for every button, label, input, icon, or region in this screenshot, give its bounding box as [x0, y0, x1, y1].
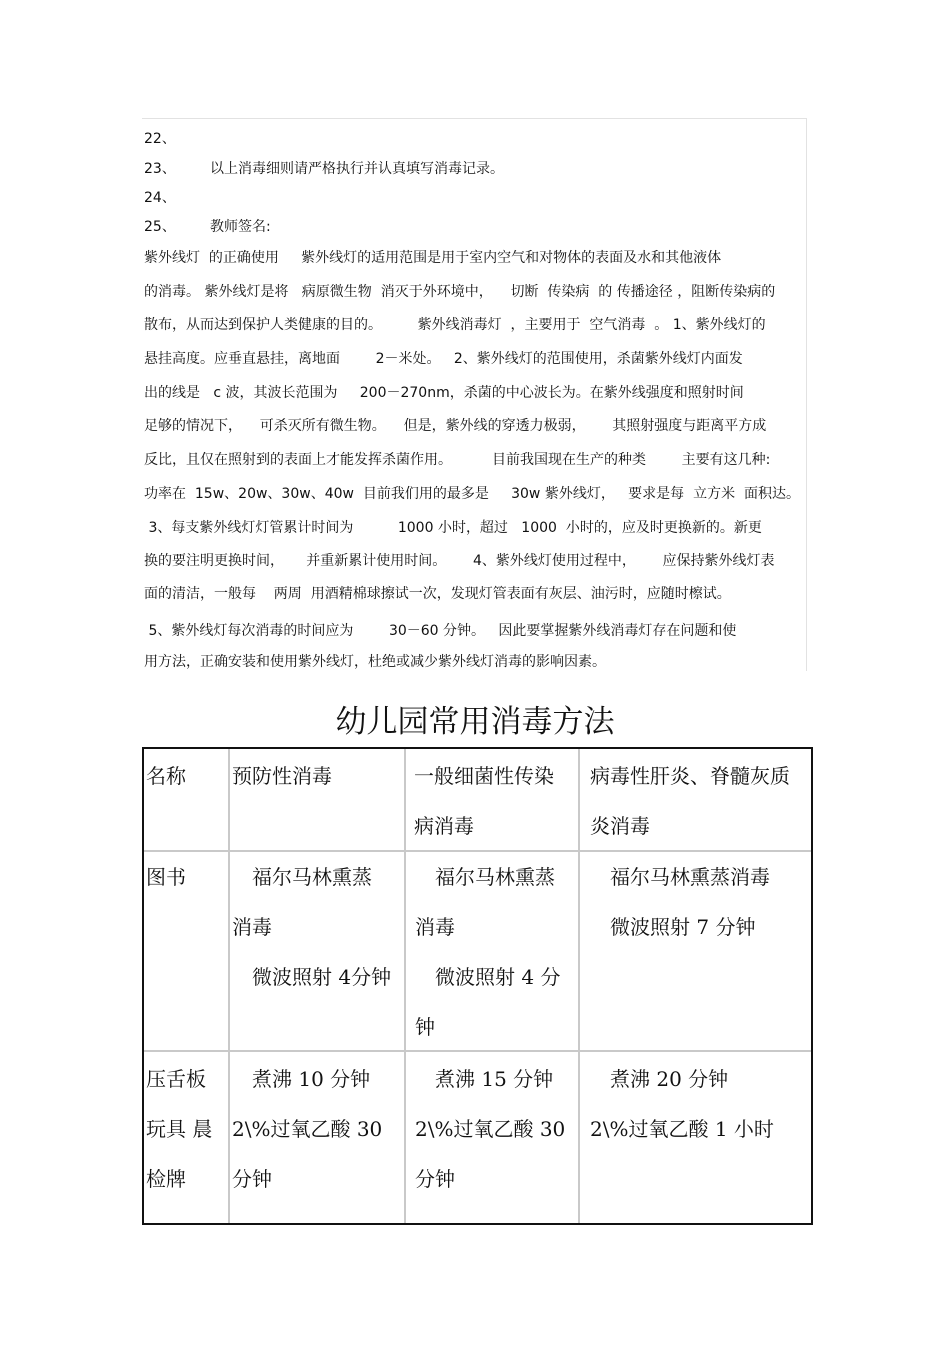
paragraph-line: 出的线是 c 波，其波长范围为 200－270nm，杀菌的中心波长为。在紫外线强度和照射时间	[144, 385, 744, 401]
header-preventive: 预防性消毒	[232, 764, 332, 788]
numbered-line	[144, 161, 504, 177]
line-number: 23、	[144, 161, 176, 177]
paragraph-line: 3、每支紫外线灯灯管累计时间为 1000 小时，超过 1000 小时的，应及时更换新的。新更	[144, 520, 762, 536]
paragraph-line: 功率在 15w、20w、30w、40w 目前我们用的最多是 30w 紫外线灯， 要求是每 立方米 面积达。	[144, 486, 800, 502]
paragraph-line: 足够的情况下， 可杀灭所有微生物。 但是，紫外线的穿透力极弱， 其照射强度与距离平方成	[144, 418, 767, 434]
column-divider	[228, 749, 230, 1223]
row-name-tongue-depressor: 压舌板 玩具 晨 检牌	[146, 1067, 213, 1191]
line-text: 教师签名:	[210, 219, 271, 235]
numbered-line	[144, 190, 210, 206]
numbered-line	[144, 131, 210, 147]
row-name-books: 图书	[146, 865, 186, 889]
cell-tongue-depressor-preventive: 煮沸 10 分钟 2\%过氧乙酸 30 分钟	[232, 1067, 383, 1191]
cell-books-viral: 福尔马林熏蒸消毒 微波照射 7 分钟	[610, 865, 770, 939]
disinfection-methods-table	[142, 747, 813, 1225]
paragraph-line: 换的要注明更换时间， 并重新累计使用时间。 4、紫外线灯使用过程中， 应保持紫外线灯表	[144, 553, 775, 569]
cell-tongue-depressor-viral: 煮沸 20 分钟 2\%过氧乙酸 1 小时	[590, 1067, 774, 1141]
paragraph-line: 悬挂高度。应垂直悬挂，离地面 2－米处。 2、紫外线灯的范围使用，杀菌紫外线灯内面发	[144, 351, 743, 367]
cell-books-bacterial: 福尔马林熏蒸 消毒 微波照射 4 分 钟	[415, 865, 561, 1039]
paragraph-line: 面的清洁，一般每 两周 用酒精棉球擦试一次，发现灯管表面有灰层、油污时，应随时檫试。	[144, 586, 731, 602]
paragraph-line: 用方法，正确安装和使用紫外线灯，杜绝或减少紫外线灯消毒的影响因素。	[144, 654, 606, 670]
paragraph-line: 紫外线灯 的正确使用 紫外线灯的适用范围是用于室内空气和对物体的表面及水和其他液体	[144, 250, 722, 266]
header-viral: 病毒性肝炎、脊髓灰质 炎消毒	[590, 764, 790, 838]
cell-tongue-depressor-bacterial: 煮沸 15 分钟 2\%过氧乙酸 30 分钟	[415, 1067, 566, 1191]
header-name: 名称	[146, 764, 186, 788]
column-divider	[578, 749, 580, 1223]
document-title: 幼儿园常用消毒方法	[335, 704, 615, 740]
paragraph-line: 反比，且仅在照射到的表面上才能发挥杀菌作用。 目前我国现在生产的种类 主要有这几种:	[144, 452, 771, 468]
paragraph-line: 5、紫外线灯每次消毒的时间应为 30－60 分钟。 因此要掌握紫外线消毒灯存在问题和使	[144, 623, 737, 639]
paragraph-line: 散布，从而达到保护人类健康的目的。 紫外线消毒灯 ，主要用于 空气消毒 。 1、紫外线灯的	[144, 317, 766, 333]
line-number: 25、	[144, 219, 176, 235]
numbered-line	[144, 219, 271, 235]
header-bacterial: 一般细菌性传染 病消毒	[414, 764, 554, 838]
paragraph-line: 的消毒。 紫外线灯是将 病原微生物 消灭于外环境中， 切断 传染病 的 传播途径 ，阻断传染病的	[144, 284, 776, 300]
column-divider	[404, 749, 406, 1223]
line-text: 以上消毒细则请严格执行并认真填写消毒记录。	[210, 161, 504, 177]
disinfection-notes	[142, 118, 807, 671]
line-number: 22、	[144, 131, 176, 147]
line-number: 24、	[144, 190, 176, 206]
cell-books-preventive: 福尔马林熏蒸 消毒 微波照射 4分钟	[232, 865, 392, 989]
